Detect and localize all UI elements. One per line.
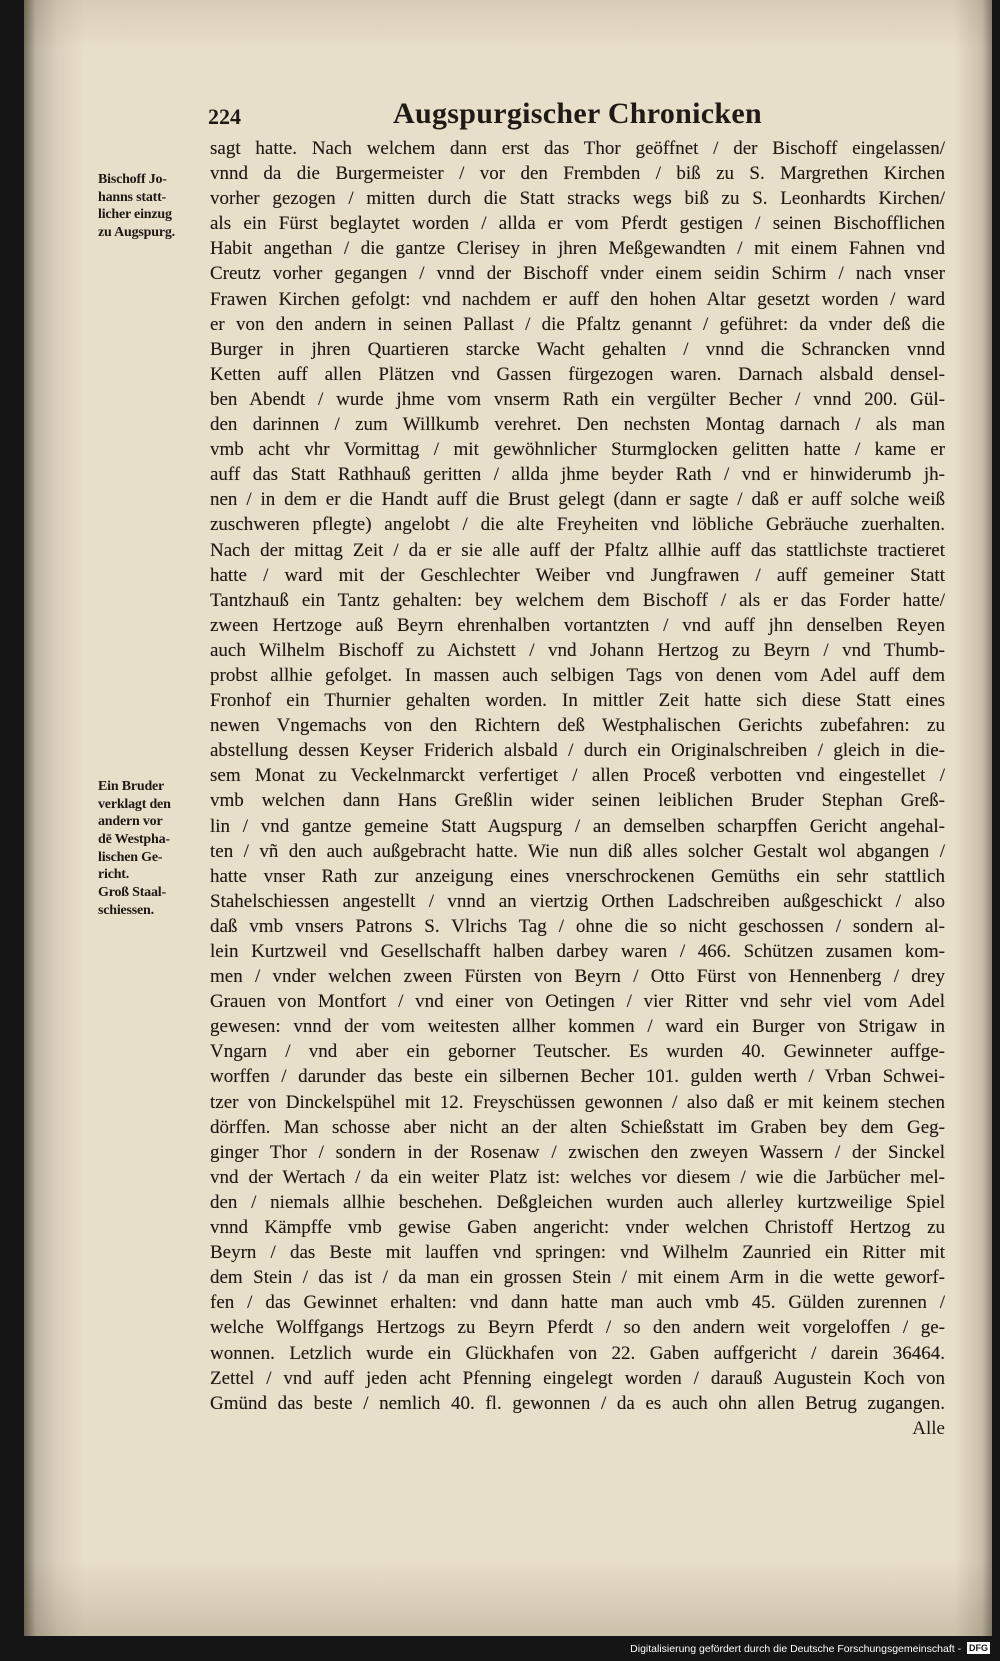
body-line: Zettel / vnd auff jeden acht Pfenning eingelegt worden / darauß Augustein Koch von [210,1367,945,1389]
body-line: ben Abendt / wurde jhme vom vnserm Rath ein vergülter Becher / vnnd 200. Gül- [210,388,945,410]
body-line: Ketten auff allen Plätzen vnd Gassen fürgezogen waren. Darnach alsbald densel- [210,363,945,385]
marginal-note-line: zu Augspurg. [98,225,175,241]
dfg-logo: DFG [969,1643,988,1653]
body-line: lin / vnd gantze gemeine Statt Augspurg / an demselben scharpffen Gericht angehal- [210,815,945,837]
body-line: tzer von Dinckelspühel mit 12. Freyschüssen gewonnen / also daß er mit keinem stechen [210,1091,945,1113]
body-line: probst allhie gefolget. In massen auch selbigen Tags von denen vom Adel auff dem [210,664,945,686]
body-line: newen Vngemachs von den Richtern deß Westphalischen Gerichts zubefahren: zu [210,715,945,737]
marginal-note-line: hanns statt- [98,189,167,205]
body-line: vmb acht vhr Vormittag / mit gewöhnlicher Sturmglocken gelitten hatte / kame er [210,439,945,461]
body-line: als ein Fürst beglaytet worden / allda er vom Pferdt gestigen / seinen Bischofflichen [210,213,945,235]
digitization-credit [630,1642,990,1657]
body-line: er von den andern in seinen Pallast / die Pfaltz genannt / geführet: da vnder deß die [210,313,945,335]
body-line: vorher gezogen / mitten durch die Statt stracks wegs biß zu S. Leonhardts Kirchen/ [210,188,945,210]
marginal-note-line: Bischoff Jo- [98,172,167,187]
body-line: vnnd Kämpffe vmb gewise Gaben angericht: vnder welchen Christoff Hertzog zu [210,1217,945,1239]
body-line: Burger in jhren Quartieren starcke Wacht gehalten / vnnd die Schrancken vnnd [210,338,945,360]
marginal-note [98,884,208,919]
body-line: Habit angethan / die gantze Clerisey in jhren Meßgewandten / mit einem Fahnen vnd [210,238,945,260]
marginal-note [98,171,208,242]
marginal-note-line: Groß Staal- [98,885,166,900]
marginal-note-line: richt. [98,867,130,883]
body-line: Frawen Kirchen gefolgt: vnd nachdem er auff den hohen Altar gesetzt worden / ward [210,288,945,310]
body-line: sem Monat zu Veckelnmarckt verfertiget / allen Proceß verbotten vnd eingestellet / [210,765,945,787]
body-line: welche Wolffgangs Hertzogs zu Beyrn Pferdt / so den andern weit vorgeloffen / ge- [210,1317,945,1339]
body-line: hatte / ward mit der Geschlechter Weiber vnd Jungfrawen / auff gemeiner Statt [210,564,945,586]
body-line: abstellung dessen Keyser Friderich alsbald / durch ein Originalschreiben / gleich in die- [210,740,945,762]
body-line: Vngarn / vnd aber ein geborner Teutscher. Es wurden 40. Gewinneter auffge- [210,1041,945,1063]
body-line: dörffen. Man schosse aber nicht an der alten Schießstatt im Graben bey dem Geg- [210,1116,945,1138]
credit-text: Digitalisierung gefördert durch die Deutsche Forschungsgemeinschaft - [630,1643,962,1655]
body-line: den / niemals allhie beschehen. Deßgleichen wurden auch allerley kurtzweilige Spiel [210,1191,945,1213]
body-line: zuschweren pflegte) angelobt / die alte Freyheiten vnd löbliche Gebräuche zuerhalten. [210,514,945,536]
body-line: Tantzhauß ein Tantz gehalten: bey welchem dem Bischoff / als er das Forder hatte/ [210,589,945,611]
marginal-note-line: andern vor [98,814,163,830]
page-number: 224 [208,104,241,129]
body-line: dem Stein / das ist / da man ein grossen Stein / mit einem Arm in die wette geworf- [210,1267,945,1289]
marginal-note [98,778,208,884]
body-line: nen / in dem er die Handt auff die Brust gelegt (dann er sagte / daß er auff solche weiß [210,489,945,511]
body-line: Gmünd das beste / nemlich 40. fl. gewonnen / da es auch ohn allen Betrug zugangen. [210,1392,945,1414]
body-line: Beyrn / das Beste mit lauffen vnd springen: vnd Wilhelm Zaunried ein Ritter mit [210,1242,945,1264]
body-line: ginger Thor / sondern in der Rosenaw / zwischen den zweyen Wassern / der Sinckel [210,1141,945,1163]
body-line: fen / das Gewinnet erhalten: vnd dann hatte man auch vmb 45. Gülden zurennen / [210,1292,945,1314]
marginal-note-line: dē Westpha- [98,832,170,848]
body-line: Fronhof ein Thurnier gehalten worden. In mittler Zeit hatte sich diese Statt eines [210,690,945,712]
body-line: vmb welchen dann Hans Greßlin wider seinen leiblichen Bruder Stephan Greß- [210,790,945,812]
body-line: sagt hatte. Nach welchem dann erst das Thor geöffnet / der Bischoff eingelassen/ [210,138,945,159]
body-line: lein Kurtzweil vnd Gesellschafft halben darbey waren / 466. Schützen zusamen kom- [210,941,945,962]
body-line: zween Hertzoge auß Beyrn ehrenhalben vortantzten / vnd auff jhn denselben Reyen [210,614,945,636]
marginal-note-line: schiessen. [98,902,154,918]
body-line: wonnen. Letzlich wurde ein Glückhafen von 22. Gaben auffgericht / darein 36464. [210,1342,945,1364]
body-line: men / vnder welchen zween Fürsten von Beyrn / Otto Fürst von Hennenberg / drey [210,966,945,988]
body-line: auch Wilhelm Bischoff zu Aichstett / vnd Johann Hertzog zu Beyrn / vnd Thumb- [210,639,945,661]
body-line: auff das Statt Rathhauß geritten / allda jhme beyder Rath / vnd er hinwiderumb jh- [210,464,945,486]
body-line: gewesen: vnnd der vom weitesten allher kommen / ward ein Burger von Strigaw in [210,1016,945,1038]
running-head: Augspurgischer Chronicken [393,97,762,130]
body-line: vnnd da die Burgermeister / vor den Frembden / biß zu S. Margrethen Kirchen [210,163,945,185]
body-line: Creutz vorher gegangen / vnnd der Bischoff vnder einem seidin Schirm / nach vnser [210,263,945,285]
body-line: Grauen von Montfort / vnd einer von Oetingen / vier Ritter vnd sehr viel vom Adel [210,991,945,1013]
marginal-note-line: lischen Ge- [98,849,163,865]
body-line: den darinnen / zum Willkumb verehret. Den nechsten Montag darnach / als man [210,414,945,436]
body-line: Nach der mittag Zeit / da er sie alle auff der Pfaltz allhie auff das stattlichste tractieret [210,539,945,561]
body-line: ten / vñ den auch außgebracht hatte. Wie nun diß alles solcher Gestalt wol abgangen / [210,840,945,862]
book-page [24,0,992,1636]
body-line: Stahelschiessen angestellt / vnnd an viertzig Orthen Ladschreiben außgeschickt / also [210,890,945,912]
body-line: hatte vnser Rath zur anzeigung eines vnerschrockenen Gemüths ein sehr stattlich [210,865,945,887]
marginal-note-line: Ein Bruder [98,779,165,794]
body-line: worffen / darunder das beste ein silbernen Becher 101. gulden werth / Vrban Schwei- [210,1066,945,1088]
catchword: Alle [912,1418,945,1439]
body-text [210,136,945,1416]
marginal-note-line: licher einzug [98,207,172,223]
marginal-note-line: verklagt den [98,796,171,812]
body-line: vnd der Wertach / da ein weiter Platz ist: welches vor diesem / wie die Jarbücher mel- [210,1166,945,1188]
body-line: daß vmb vnsers Patrons S. Vlrichs Tag / ohne die so nicht geschossen / sondern al- [210,915,945,937]
